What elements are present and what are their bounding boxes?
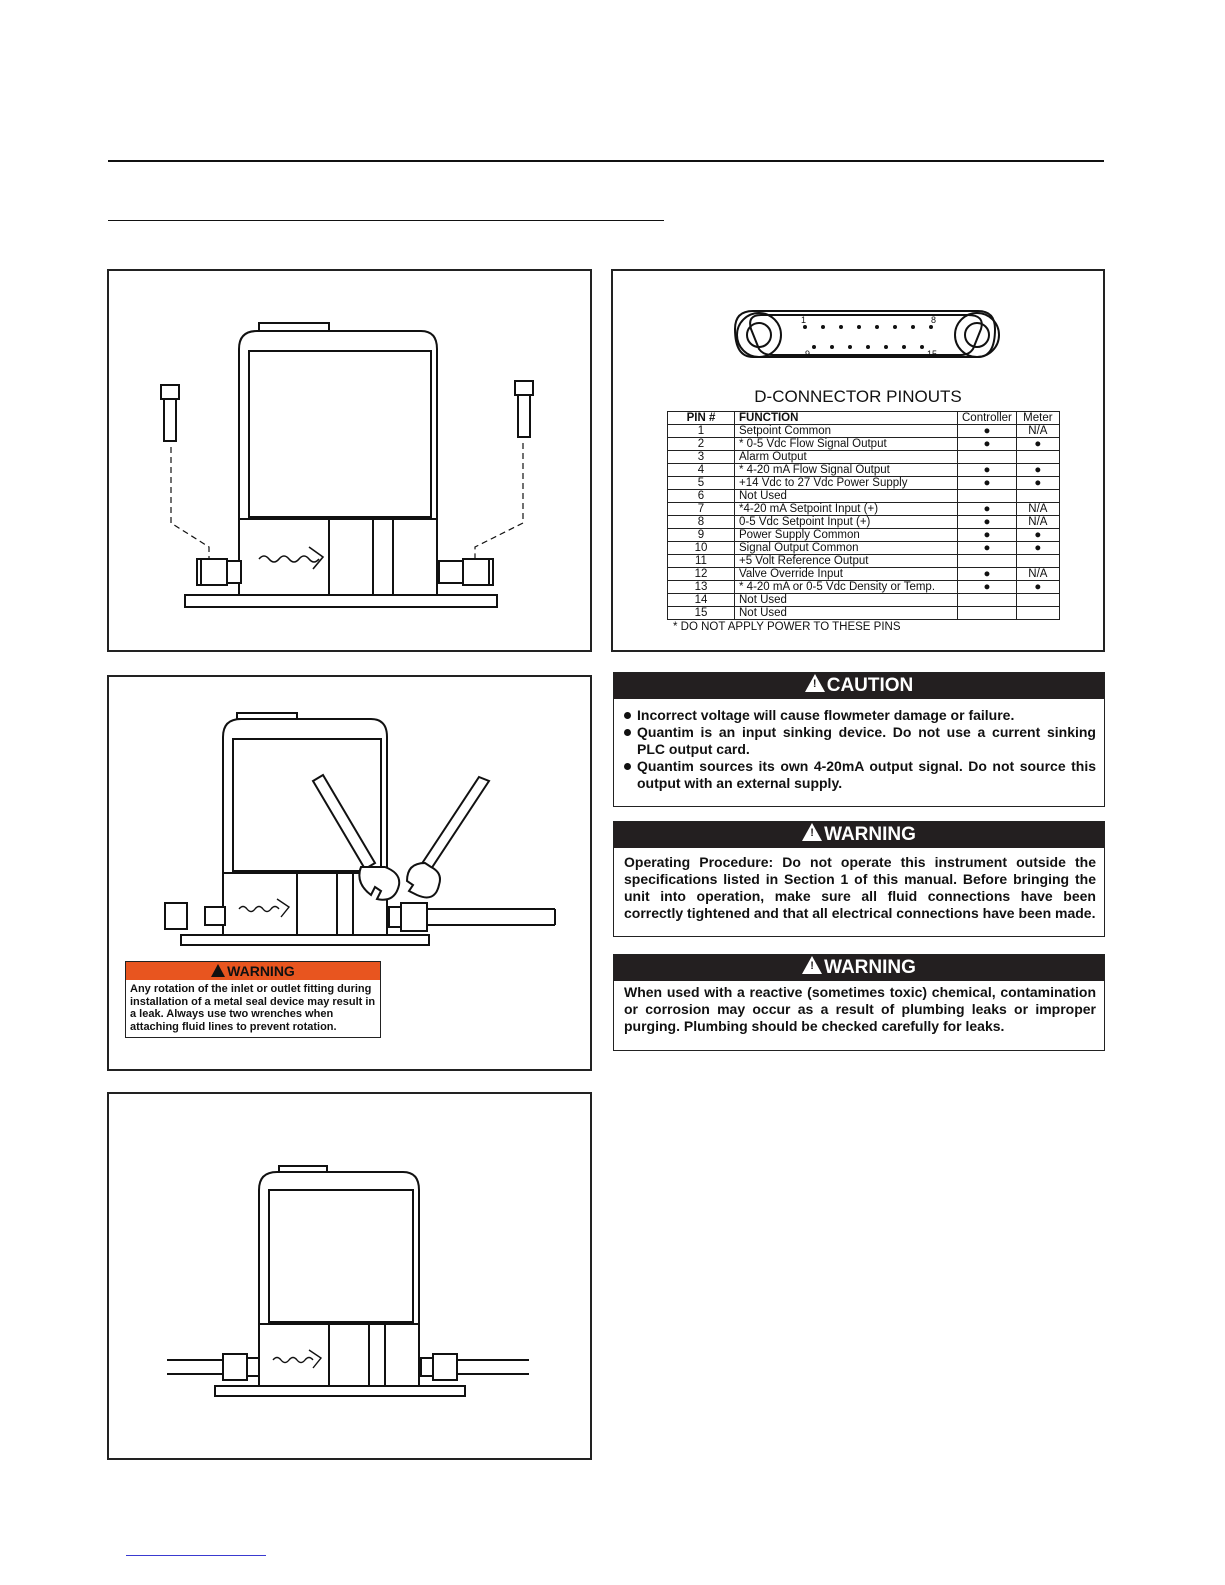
pin-meter: ●: [1016, 438, 1059, 451]
plumbed-illustration: [109, 1094, 594, 1462]
warning-operating-text: Operating Procedure: Do not operate this instrument outside the specifications listed in Section 1 of this manual. Before bringing the unit into operation, make sure all fluid connections have been correctly tightened and that all electrical connections have been made.: [624, 854, 1096, 921]
warning-triangle-icon: [211, 964, 225, 977]
controller-header: Controller: [958, 412, 1017, 425]
caution-header: [614, 673, 1104, 699]
pinout-row: [668, 607, 1060, 620]
pin-function: * 4-20 mA or 0-5 Vdc Density or Temp.: [735, 581, 958, 594]
rotation-warning-text: Any rotation of the inlet or outlet fitting during installation of a metal seal device may result in a leak. Always use two wrenches when attaching fluid lines to prevent rotation.: [130, 983, 376, 1033]
warning-reactive-text: When used with a reactive (sometimes toxic) chemical, contamination or corrosion may occur as a result of plumbing leaks or improper purging. Plumbing should be checked carefully for leaks.: [624, 984, 1096, 1034]
pin-meter: [1016, 594, 1059, 607]
pin-meter: ●: [1016, 529, 1059, 542]
pin-number: 6: [668, 490, 735, 503]
footer-link[interactable]: [126, 1555, 266, 1556]
pin-function: * 0-5 Vdc Flow Signal Output: [735, 438, 958, 451]
pin-meter: N/A: [1016, 516, 1059, 529]
pin-controller: ●: [958, 516, 1017, 529]
pin-controller: [958, 490, 1017, 503]
pinout-title: D-CONNECTOR PINOUTS: [754, 387, 962, 406]
rotation-warning-title: WARNING: [227, 963, 295, 979]
caution-item: Quantim sources its own 4-20mA output signal. Do not source this output with an external supply.: [624, 758, 1096, 792]
pin-meter: N/A: [1016, 503, 1059, 516]
pinout-row: [668, 477, 1060, 490]
pin-controller: ●: [958, 542, 1017, 555]
pinout-row: [668, 529, 1060, 542]
pin-controller: [958, 555, 1017, 568]
warning-triangle-icon: !: [802, 823, 822, 841]
pinout-row: [668, 425, 1060, 438]
function-header: FUNCTION: [735, 412, 958, 425]
pin-function: *4-20 mA Setpoint Input (+): [735, 503, 958, 516]
pin-controller: ●: [958, 529, 1017, 542]
pin-controller: ●: [958, 568, 1017, 581]
pin-function: Power Supply Common: [735, 529, 958, 542]
pinout-row: [668, 568, 1060, 581]
warning-reactive-title: WARNING: [824, 957, 916, 978]
pin-number: 10: [668, 542, 735, 555]
pin-function: 0-5 Vdc Setpoint Input (+): [735, 516, 958, 529]
pin-number: 1: [668, 425, 735, 438]
pin-function: +14 Vdc to 27 Vdc Power Supply: [735, 477, 958, 490]
pin-number: 5: [668, 477, 735, 490]
warning-reactive-box: [613, 954, 1105, 1051]
rotation-warning: [125, 961, 381, 1038]
pinout-row: [668, 438, 1060, 451]
pin-meter: ●: [1016, 477, 1059, 490]
pinout-row: [668, 555, 1060, 568]
pinout-row: [668, 594, 1060, 607]
warning-reactive-header: [614, 955, 1104, 981]
pin-controller: [958, 607, 1017, 620]
pinout-row: [668, 542, 1060, 555]
bullet-icon: [624, 729, 631, 736]
bullet-icon: [624, 712, 631, 719]
caution-triangle-icon: !: [805, 674, 825, 692]
pin-controller: ●: [958, 425, 1017, 438]
warning-triangle-icon: !: [802, 956, 822, 974]
pinout-table: [667, 411, 1060, 620]
pin-number: 12: [668, 568, 735, 581]
pin-meter: ●: [1016, 581, 1059, 594]
bullet-icon: [624, 763, 631, 770]
pinout-row: [668, 581, 1060, 594]
warning-operating-header: [614, 822, 1104, 848]
connector-label-8: 8: [931, 315, 937, 325]
connector-label-9: 9: [805, 349, 811, 359]
section-rule: [108, 220, 664, 221]
pin-number: 11: [668, 555, 735, 568]
caution-box: [613, 672, 1105, 807]
pinout-panel: [611, 269, 1105, 652]
connector-label-15: 15: [927, 349, 938, 359]
pin-function: * 4-20 mA Flow Signal Output: [735, 464, 958, 477]
pin-number: 3: [668, 451, 735, 464]
pin-function: Valve Override Input: [735, 568, 958, 581]
pin-function: Not Used: [735, 490, 958, 503]
figure-mounting-panel: [107, 269, 592, 652]
pin-function: Not Used: [735, 607, 958, 620]
pin-function: Setpoint Common: [735, 425, 958, 438]
pin-function: Not Used: [735, 594, 958, 607]
pinout-footnote: * DO NOT APPLY POWER TO THESE PINS: [673, 621, 901, 633]
pin-number: 4: [668, 464, 735, 477]
pin-meter: [1016, 555, 1059, 568]
caution-title: CAUTION: [826, 675, 914, 696]
warning-operating-box: [613, 821, 1105, 937]
pin-controller: [958, 451, 1017, 464]
pin-controller: ●: [958, 581, 1017, 594]
pin-number: 7: [668, 503, 735, 516]
pin-meter: ●: [1016, 464, 1059, 477]
pin-controller: [958, 594, 1017, 607]
pin-number: 15: [668, 607, 735, 620]
warning-operating-title: WARNING: [824, 824, 916, 845]
pin-controller: ●: [958, 477, 1017, 490]
pin-function: +5 Volt Reference Output: [735, 555, 958, 568]
header-rule: [108, 160, 1104, 162]
caution-item: Quantim is an input sinking device. Do not use a current sinking PLC output card.: [624, 724, 1096, 758]
pin-meter: N/A: [1016, 425, 1059, 438]
pin-controller: ●: [958, 464, 1017, 477]
pin-number: 8: [668, 516, 735, 529]
pin-number: 2: [668, 438, 735, 451]
pin-meter: [1016, 451, 1059, 464]
pin-meter: [1016, 490, 1059, 503]
pinout-row: [668, 464, 1060, 477]
pin-number: 9: [668, 529, 735, 542]
pin-meter: N/A: [1016, 568, 1059, 581]
pinout-row: [668, 503, 1060, 516]
pin-number: 14: [668, 594, 735, 607]
pinout-row: [668, 451, 1060, 464]
figure-wrench-panel: [107, 675, 592, 1071]
d-connector-illustration: [613, 271, 1107, 391]
pin-meter: [1016, 607, 1059, 620]
connector-label-1: 1: [801, 315, 807, 325]
pin-header: PIN #: [668, 412, 735, 425]
pinout-row: [668, 490, 1060, 503]
pin-function: Alarm Output: [735, 451, 958, 464]
meter-header: Meter: [1016, 412, 1059, 425]
pin-controller: ●: [958, 503, 1017, 516]
pin-function: Signal Output Common: [735, 542, 958, 555]
caution-item: Incorrect voltage will cause flowmeter damage or failure.: [624, 707, 1096, 724]
pin-controller: ●: [958, 438, 1017, 451]
pin-number: 13: [668, 581, 735, 594]
wrench-illustration: [109, 677, 594, 957]
rotation-warning-header: [126, 962, 380, 980]
pinout-row: [668, 516, 1060, 529]
pin-meter: ●: [1016, 542, 1059, 555]
figure-plumbed-panel: [107, 1092, 592, 1460]
mounting-illustration: [109, 271, 594, 654]
